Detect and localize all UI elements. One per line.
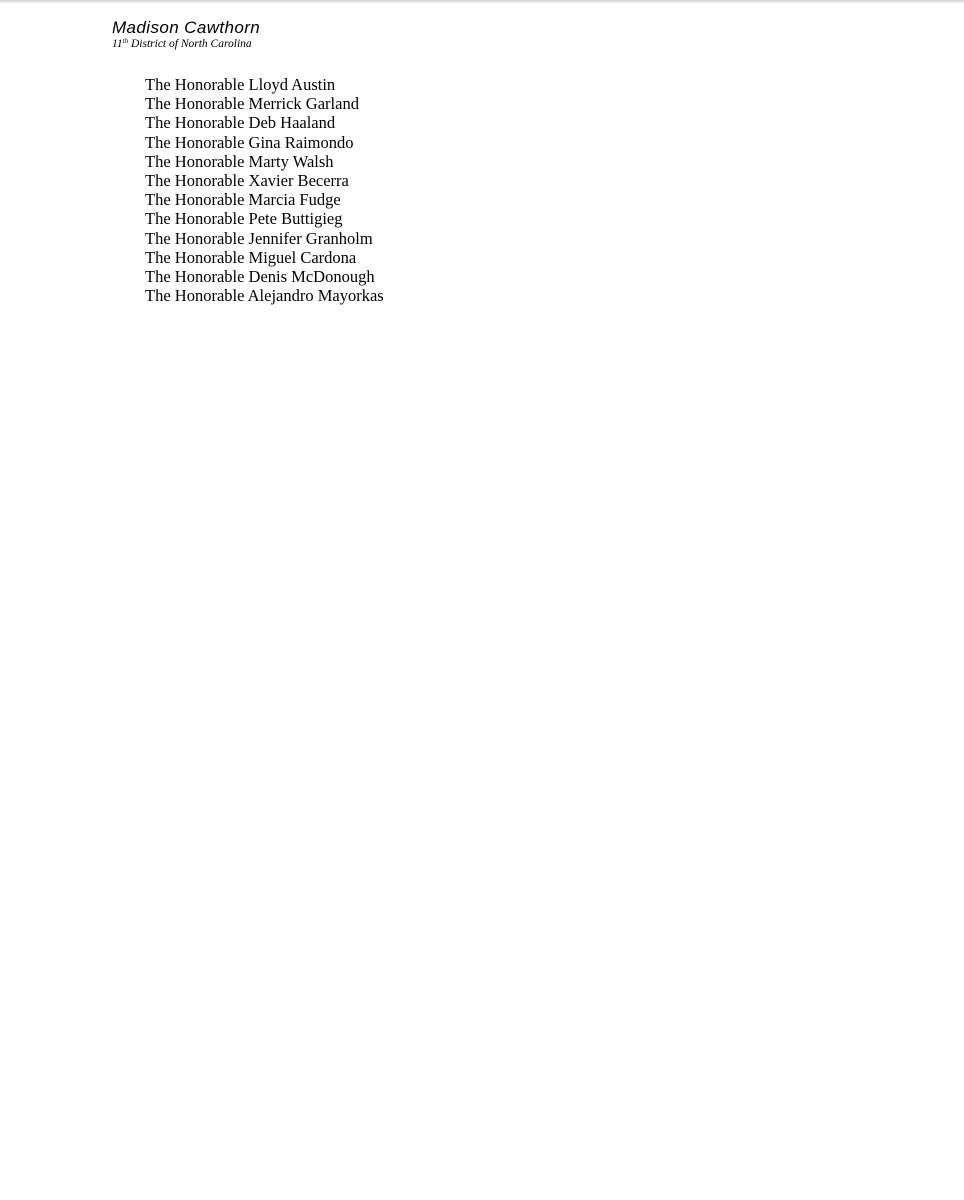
recipient-line: The Honorable Marty Walsh: [145, 151, 334, 171]
recipient-line: The Honorable Alejandro Mayorkas: [145, 286, 384, 306]
recipient-line: The Honorable Miguel Cardona: [145, 247, 357, 267]
letterhead: [112, 17, 260, 51]
district-number: 11: [112, 38, 123, 50]
district-text: District of North Carolina: [128, 38, 252, 50]
recipient-line: The Honorable Marcia Fudge: [145, 190, 341, 210]
recipient-line: The Honorable Jennifer Granholm: [145, 228, 373, 248]
recipient-line: The Honorable Denis McDonough: [145, 267, 375, 287]
letterhead-district: [112, 38, 260, 51]
recipient-line: The Honorable Pete Buttigieg: [145, 209, 343, 229]
recipient-line: The Honorable Xavier Becerra: [145, 171, 349, 191]
recipient-line: The Honorable Deb Haaland: [145, 113, 336, 133]
recipient-list: [145, 75, 384, 305]
district-ordinal-suffix: th: [122, 37, 129, 45]
recipient-line: The Honorable Merrick Garland: [145, 94, 359, 114]
recipient-line: The Honorable Gina Raimondo: [145, 132, 354, 152]
letterhead-name: Madison Cawthorn: [112, 18, 261, 37]
recipient-line: The Honorable Lloyd Austin: [145, 75, 336, 94]
